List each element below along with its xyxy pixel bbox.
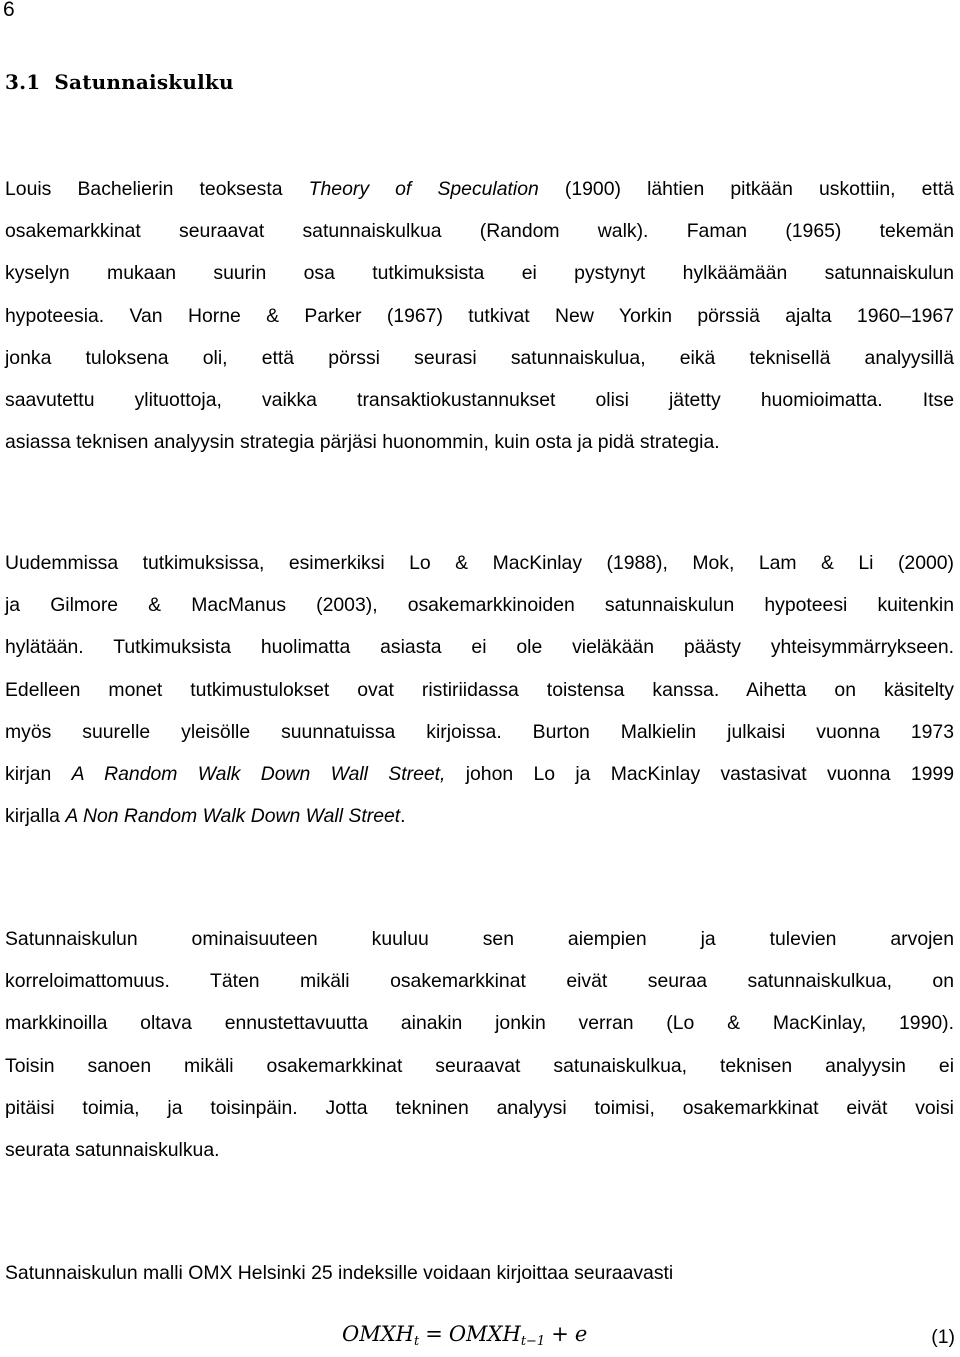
- paragraph-line: Toisin sanoen mikäli osakemarkkinat seuraavat satunaiskulkua, teknisen analyysin ei: [5, 1054, 954, 1077]
- paragraph-line: kirjan A Random Walk Down Wall Street, johon Lo ja MacKinlay vastasivat vuonna 1999: [5, 762, 955, 785]
- paragraph-2: [5, 542, 954, 837]
- formula-error-term: e: [574, 1322, 588, 1346]
- section-title: Satunnaiskulku: [54, 70, 234, 94]
- book-title: A Random Walk Down Wall Street,: [71, 762, 446, 785]
- paragraph-line: seurata satunnaiskulkua.: [5, 1138, 220, 1161]
- page-number: 6: [3, 0, 15, 21]
- equation-number: (1): [931, 1326, 955, 1348]
- paragraph-line: pitäisi toimia, ja toisinpäin. Jotta tekninen analyysi toimisi, osakemarkkinat eivät voisi: [5, 1096, 954, 1119]
- formula-plus: +: [551, 1322, 569, 1346]
- paragraph-line: hylätään. Tutkimuksista huolimatta asiasta ei ole vieläkään päästy yhteisymmärrykseen.: [5, 636, 954, 659]
- paragraph-1: [5, 168, 954, 463]
- paragraph-line: Satunnaiskulun ominaisuuteen kuuluu sen aiempien ja tulevien arvojen: [5, 928, 954, 950]
- random-walk-formula: [342, 1319, 587, 1357]
- paragraph-line: markkinoilla oltava ennustettavuutta ainakin jonkin verran (Lo & MacKinlay, 1990).: [5, 1012, 954, 1035]
- paragraph-line: hypoteesia. Van Horne & Parker (1967) tutkivat New Yorkin pörssiä ajalta 1960–1967: [5, 304, 954, 327]
- book-title: A Non Random Walk Down Wall Street: [65, 805, 401, 828]
- paragraph-line: asiassa teknisen analyysin strategia pärjäsi huonommin, kuin osta ja pidä strategia.: [5, 431, 720, 454]
- formula-equals: =: [425, 1322, 443, 1346]
- paragraph-line: Uudemmissa tutkimuksissa, esimerkiksi Lo & MacKinlay (1988), Mok, Lam & Li (2000): [5, 552, 954, 574]
- paragraph-line: kirjalla A Non Random Walk Down Wall Street.: [5, 805, 406, 828]
- paragraph-3: [5, 918, 954, 1171]
- formula-lhs: OMXH: [342, 1322, 414, 1346]
- paragraph-line: Louis Bachelierin teoksesta Theory of Speculation (1900) lähtien pitkään uskottiin, että: [5, 178, 954, 200]
- paragraph-line: saavutettu ylituottoja, vaikka transaktiokustannukset olisi jätetty huomioimatta. Itse: [5, 388, 954, 411]
- book-title: Theory of Speculation: [308, 178, 539, 200]
- formula-lhs-subscript: t: [413, 1334, 420, 1349]
- paragraph-line: Satunnaiskulun malli OMX Helsinki 25 indeksille voidaan kirjoittaa seuraavasti: [5, 1262, 674, 1284]
- paragraph-line: ja Gilmore & MacManus (2003), osakemarkkinoiden satunnaiskulun hypoteesi kuitenkin: [5, 594, 954, 617]
- paragraph-line: jonka tuloksena oli, että pörssi seurasi satunnaiskulua, eikä teknisellä analyysillä: [5, 346, 954, 369]
- paragraph-line: myös suurelle yleisölle suunnatuissa kirjoissa. Burton Malkielin julkaisi vuonna 1973: [5, 720, 954, 743]
- section-heading: [5, 68, 234, 96]
- paragraph-line: kyselyn mukaan suurin osa tutkimuksista ei pystynyt hylkäämään satunnaiskulun: [5, 262, 954, 285]
- paragraph-line: korreloimattomuus. Täten mikäli osakemarkkinat eivät seuraa satunnaiskulkua, on: [5, 970, 954, 993]
- paragraph-4: [5, 1252, 954, 1294]
- section-number: 3.1: [5, 70, 41, 94]
- formula-rhs: OMXH: [448, 1322, 521, 1346]
- paragraph-line: Edelleen monet tutkimustulokset ovat ristiriidassa toistensa kanssa. Aihetta on käsitelty: [5, 678, 954, 701]
- paragraph-line: osakemarkkinat seuraavat satunnaiskulkua (Random walk). Faman (1965) tekemän: [5, 220, 954, 243]
- formula-rhs-subscript: t−1: [520, 1334, 546, 1349]
